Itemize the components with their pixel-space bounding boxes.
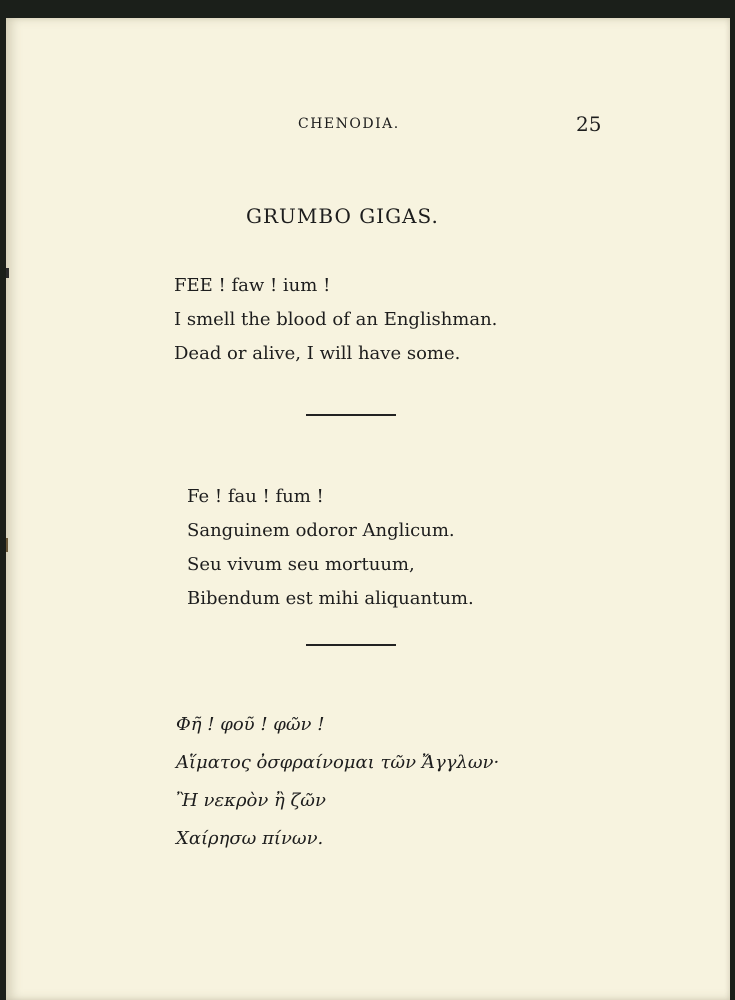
verse-line: Αἵματος ὀσφραίνομαι τῶν Ἄγγλων· xyxy=(176,752,500,773)
verse-line: Ἢ νεκρὸν ἢ ζῶν xyxy=(176,790,326,811)
verse-line: I smell the blood of an Englishman. xyxy=(174,309,498,330)
verse-line: Sanguinem odoror Anglicum. xyxy=(187,520,455,541)
verse-line: Χαίρησω πίνων. xyxy=(176,828,324,849)
english-stanza xyxy=(174,269,497,371)
spine-mark xyxy=(6,268,9,278)
latin-stanza xyxy=(187,480,474,616)
verse-line: Seu vivum seu mortuum, xyxy=(187,554,415,575)
verse-line: Bibendum est mihi aliquantum. xyxy=(187,588,474,609)
section-divider xyxy=(306,414,396,416)
spine-mark xyxy=(6,538,8,552)
verse-line: Dead or alive, I will have some. xyxy=(174,343,461,364)
page-number: 25 xyxy=(576,112,602,136)
verse-line: FEE ! faw ! ium ! xyxy=(174,275,331,296)
running-head: CHENODIA. xyxy=(298,116,400,132)
poem-title: GRUMBO GIGAS. xyxy=(246,204,439,228)
book-page xyxy=(6,18,730,1000)
greek-stanza xyxy=(176,706,499,858)
verse-line: Fe ! fau ! fum ! xyxy=(187,486,324,507)
section-divider xyxy=(306,644,396,646)
verse-line: Φῆ ! φοῦ ! φῶν ! xyxy=(176,714,325,735)
